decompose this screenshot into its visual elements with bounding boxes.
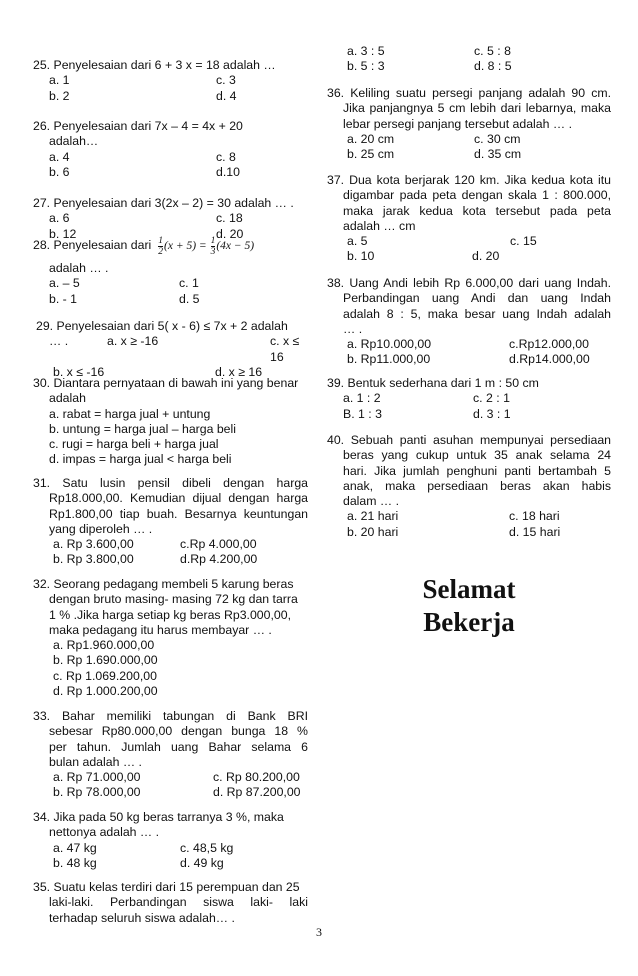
fraction-half: $\frac{1}{2}$ [158,235,164,257]
option-a: a. Rp1.960.000,00 [53,638,155,653]
question-31 [33,476,308,568]
question-text-cont: adalah … . [49,261,109,275]
option-a: a. 21 hari [347,509,399,524]
options [33,537,308,568]
option-a: a. 47 kg [53,840,97,855]
option-b: b. 5 : 3 [347,59,385,74]
option-c: c.Rp 4.000,00 [180,537,257,552]
question-34 [33,810,308,871]
question-37 [327,173,611,265]
option-a: a. Rp 71.000,00 [53,770,141,785]
option-b: b. untung = harga jual – harga beli [49,421,236,436]
question-text: 27. Penyelesaian dari 3(2x – 2) = 30 adalah … . [33,196,294,210]
option-d: d. 8 : 5 [474,59,512,74]
question-24-options [327,44,611,75]
option-a: a. 1 [49,73,70,88]
option-d: d. 49 kg [180,855,224,870]
option-b: b. x ≤ -16 [53,364,105,379]
options [327,337,611,368]
option-c: c. 30 cm [474,131,521,146]
question-text: 39. Bentuk sederhana dari 1 m : 50 cm [327,376,539,390]
option-c: c. 5 : 8 [474,44,511,58]
option-a: a. rabat = harga jual + untung [49,406,211,421]
question-text-cont: adalah [49,391,86,406]
question-text-cont: … . [49,334,69,349]
option-b: b. 20 hari [347,524,399,539]
question-29 [33,319,308,380]
fraction-third: $\frac{1}{3}$ [210,235,216,257]
option-a: a. 3 : 5 [347,44,385,58]
option-b: b. 10 [347,249,375,264]
question-text: 35. Suatu kelas terdiri dari 15 perempuan dan 25 laki-laki. Perbandingan siswa laki- laki terhadap seluruh siswa adalah… . [33,880,308,925]
question-33 [33,709,308,801]
option-d: d. x ≥ 16 [215,364,263,379]
question-stem: 28. Penyelesaian dari [33,238,152,253]
option-a: a. x ≥ -16 [107,334,159,349]
option-a: a. 4 [49,149,70,164]
question-text: 26. Penyelesaian dari 7x – 4 = 4x + 20 [33,119,243,133]
option-b: b. - 1 [49,291,78,306]
question-text: 36. Keliling suatu persegi panjang adalah 90 cm. Jika panjangnya 5 cm lebih dari lebarnya, maka lebar persegi panjang tersebut adalah … . [327,86,611,131]
options [327,44,611,75]
options [327,234,611,265]
option-b: b. 48 kg [53,855,97,870]
options [33,150,308,181]
question-text: 32. Seorang pedagang membeli 5 karung beras dengan bruto masing- masing 72 kg dan tarra 1 % .Jika harga setiap kg beras Rp3.000,00, maka pedagang itu harus membayar … . [33,577,298,637]
options [33,770,308,801]
option-c: c. Rp 80.200,00 [213,770,300,785]
question-text: 30. Diantara pernyataan di bawah ini yang benar [33,376,299,390]
question-text: 29. Penyelesaian dari 5( x - 6) ≤ 7x + 2 adalah [36,319,288,333]
question-28 [33,233,308,307]
option-d: d. 15 hari [509,524,561,539]
options-row-1 [33,334,308,365]
option-a: a. 1 : 2 [343,391,381,406]
question-text: 40. Sebuah panti asuhan mempunyai persediaan beras yang cukup untuk 35 anak selama 24 hari. Jika jumlah penghuni panti bertambah 5 anak, maka persediaan beras akan habis dalam … . [327,433,611,509]
question-text [33,233,308,259]
option-b: b. 6 [49,164,70,179]
option-a: a. Rp 3.600,00 [53,537,134,552]
option-d: d. 3 : 1 [473,406,511,421]
options [33,841,308,872]
option-d: d. 20 [216,226,244,241]
option-b: b. Rp11.000,00 [347,352,431,367]
option-d: d.Rp14.000,00 [509,352,590,367]
option-b: B. 1 : 3 [343,406,382,421]
option-d: d. 20 [472,249,500,264]
option-a: a. 20 cm [347,131,395,146]
question-text: 33. Bahar memiliki tabungan di Bank BRI sebesar Rp80.000,00 dengan bunga 18 % per tahun. Jumlah uang Bahar selama 6 bulan adalah … . [33,709,308,769]
question-text-cont: adalah… [49,134,99,149]
question-36 [327,86,611,162]
closing-line-2: Bekerja [423,607,515,637]
option-c: c. rugi = harga beli + harga jual [49,437,219,452]
option-b: b. 12 [49,226,77,241]
question-25 [33,58,308,104]
question-39 [327,376,611,422]
option-a: a. – 5 [49,276,80,291]
question-text: 25. Penyelesaian dari 6 + 3 x = 18 adalah … [33,58,276,72]
option-b: b. Rp 3.800,00 [53,552,134,567]
option-b: b. 2 [49,88,70,103]
question-38 [327,276,611,368]
question-text: 37. Dua kota berjarak 120 km. Jika kedua kota itu digambar pada peta dengan skala 1 : 800.000, maka jarak kedua kota tersebut pada peta adalah … cm [327,173,611,233]
option-d: d. 4 [216,88,237,103]
option-c: c. 18 hari [509,509,560,524]
question-text: 31. Satu lusin pensil dibeli dengan harga Rp18.000,00. Kemudian dijual dengan harga Rp1.800,00 tiap buah. Besarnya keuntungan yang diperoleh … . [33,476,308,536]
options [33,73,308,104]
question-40 [327,433,611,540]
question-32 [33,577,308,699]
option-b: b. Rp 78.000,00 [53,785,141,800]
option-d: d.10 [216,164,240,179]
page-number: 3 [316,925,322,939]
option-c: c.Rp12.000,00 [509,337,589,352]
question-text: 38. Uang Andi lebih Rp 6.000,00 dari uang Indah. Perbandingan uang Andi dan uang Indah adalah 8 : 5, maka besar uang Indah adalah … . [327,276,611,336]
question-30 [33,376,308,468]
question-26 [33,119,308,180]
option-b: b. 25 cm [347,147,395,162]
closing-line-1: Selamat [422,574,516,604]
option-b: b. Rp 1.690.000,00 [53,653,158,668]
options [327,132,611,163]
option-d: d.Rp 4.200,00 [180,552,258,567]
option-a: a. 6 [49,211,70,226]
options [327,509,611,540]
option-c: c. 8 [216,149,236,164]
option-d: d. Rp 87.200,00 [213,785,301,800]
option-d: d. 5 [179,291,200,306]
option-c: c. 15 [510,234,537,249]
option-d: d. Rp 1.000.200,00 [53,684,158,699]
option-a: a. 5 [347,234,368,249]
option-d: d. 35 cm [474,147,522,162]
question-35 [33,880,308,926]
options [327,391,611,422]
option-c: c. x ≤ 16 [270,334,300,364]
option-d: d. impas = harga jual < harga beli [49,452,232,467]
question-text: 34. Jika pada 50 kg beras tarranya 3 %, maka nettonya adalah … . [33,810,284,840]
option-a: a. Rp10.000,00 [347,337,432,352]
option-c: c. 18 [216,211,243,226]
options [33,276,308,307]
option-c: c. 48,5 kg [180,840,234,855]
equation: $\frac{1}{2}$ (x + 5) = $\frac{1}{3}$ (4x − 5) [158,235,255,257]
option-c: c. 1 [179,276,199,291]
option-c: c. Rp 1.069.200,00 [53,668,157,683]
option-c: c. 3 [216,73,236,88]
option-c: c. 2 : 1 [473,391,510,406]
